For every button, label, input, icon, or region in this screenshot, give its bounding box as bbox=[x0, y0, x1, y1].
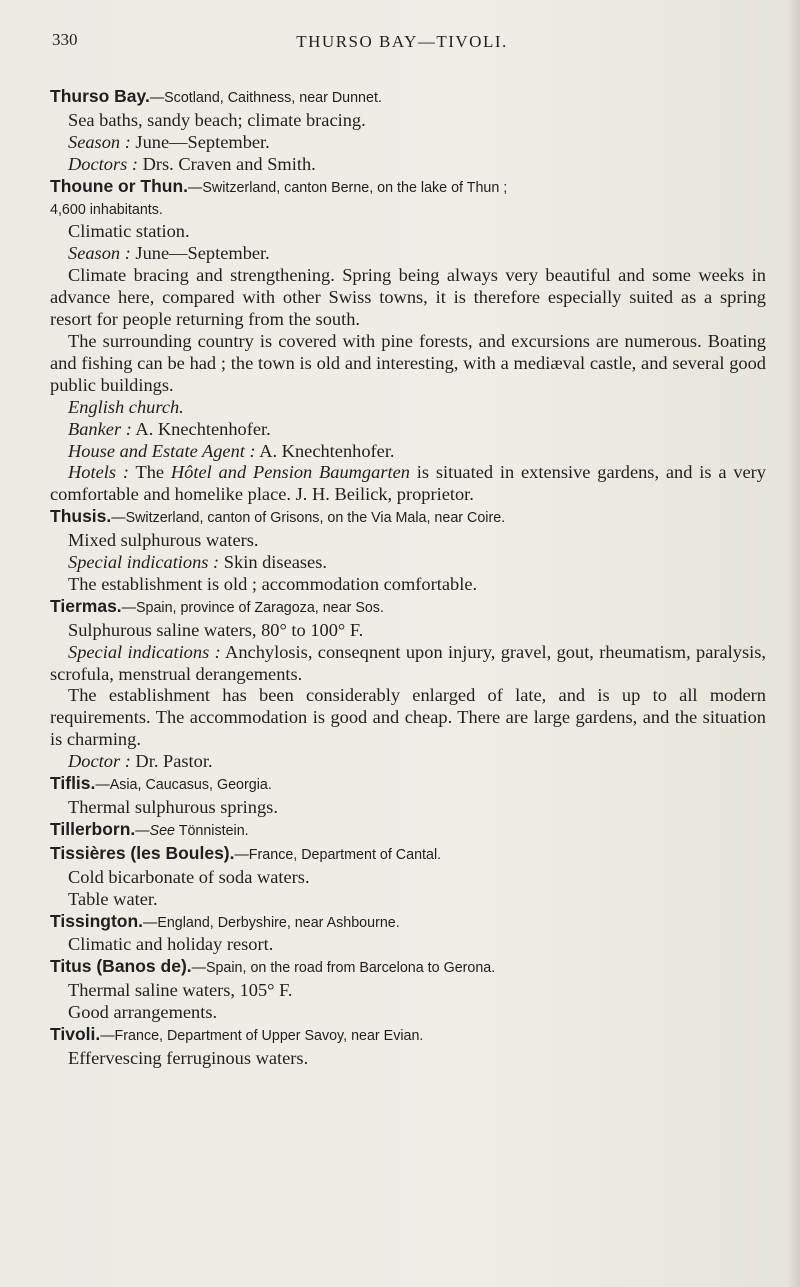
entry-paragraph-establishment: The establishment has been considerably enlarged of late, and is up to all modern requirements. The accommodation is good and cheap. There are large gardens, and the situation is charming. bbox=[50, 685, 766, 750]
entry-agent: House and Estate Agent : A. Knechtenhofer. bbox=[68, 440, 395, 461]
entry-headword: Thurso Bay. bbox=[50, 86, 150, 106]
entry-location: —France, Department of Cantal. bbox=[234, 846, 442, 863]
entry-location: Tönnistein. bbox=[175, 822, 249, 839]
entry-line: Thermal sulphurous springs. bbox=[68, 797, 278, 817]
entry-titus bbox=[50, 956, 766, 1024]
entry-headword: Tivoli. bbox=[50, 1024, 101, 1045]
page-edge-shadow bbox=[786, 0, 800, 1287]
entry-location: —Spain, province of Zaragoza, near Sos. bbox=[121, 599, 384, 616]
entry-paragraph-climate: Climate bracing and strengthening. Spring being always very beautiful and some weeks in advance here, compared with other Swiss towns, it is therefore especially suited as a spring resort for people returning from the south. bbox=[50, 265, 766, 330]
running-title: THURSO BAY—TIVOLI. bbox=[296, 32, 508, 51]
page-header bbox=[52, 30, 752, 56]
entry-location: —Switzerland, canton Berne, on the lake of Thun ; bbox=[188, 179, 508, 196]
entry-paragraph-country: The surrounding country is covered with pine forests, and excursions are numerous. Boating and fishing can be had ; the town is old and interesting, with a mediæval castle, and several good public buildings. bbox=[50, 330, 766, 395]
entry-headword: Tiermas. bbox=[50, 595, 122, 616]
page-number: 330 bbox=[52, 30, 78, 49]
entry-headword: Tissières (les Boules). bbox=[50, 842, 235, 863]
entry-tiflis bbox=[50, 773, 766, 819]
entry-season: Season : June—September. bbox=[68, 243, 270, 264]
entry-doctors: Doctors : Drs. Craven and Smith. bbox=[68, 153, 316, 174]
entry-special: Special indications : Anchylosis, conseqnent upon injury, gravel, gout, rheumatism, paralysis, scrofula, menstrual derangements. bbox=[50, 641, 767, 684]
entry-headword: Titus (Banos de). bbox=[50, 956, 192, 977]
entry-church: English church. bbox=[68, 396, 184, 417]
entry-headword: Tiflis. bbox=[50, 773, 96, 794]
entry-location: —England, Derbyshire, near Ashbourne. bbox=[143, 914, 400, 931]
entry-season: Season : June—September. bbox=[68, 131, 270, 152]
entry-headword: Thusis. bbox=[50, 506, 112, 527]
entry-line: Table water. bbox=[68, 888, 158, 909]
entry-hotels: Hotels : The Hôtel and Pension Baumgarten is situated in extensive gardens, and is a very comfortable and homelike place. J. H. Beilick, proprietor. bbox=[50, 462, 766, 505]
entry-see: —See bbox=[135, 822, 175, 839]
entry-location: —France, Department of Upper Savoy, near Evian. bbox=[100, 1028, 424, 1045]
entry-location-cont: 4,600 inhabitants. bbox=[50, 201, 163, 218]
entry-tissieres bbox=[50, 843, 766, 911]
entry-line: The establishment is old ; accommodation comfortable. bbox=[68, 573, 478, 594]
entry-tillerborn bbox=[50, 819, 766, 843]
entry-thusis bbox=[50, 506, 766, 596]
entry-special: Special indications : Skin diseases. bbox=[68, 552, 327, 573]
entry-tiermas bbox=[50, 596, 766, 773]
entry-thurso-bay bbox=[50, 86, 766, 176]
entry-line: Sulphurous saline waters, 80° to 100° F. bbox=[68, 619, 364, 640]
entry-tissington bbox=[50, 911, 766, 957]
entry-headword: Tillerborn. bbox=[50, 818, 136, 839]
entry-line: Effervescing ferruginous waters. bbox=[68, 1047, 309, 1068]
entry-thoune bbox=[50, 176, 766, 507]
entry-banker: Banker : A. Knechtenhofer. bbox=[68, 418, 271, 439]
entry-line: Cold bicarbonate of soda waters. bbox=[68, 866, 310, 887]
entry-location: —Scotland, Caithness, near Dunnet. bbox=[149, 90, 382, 106]
entry-headword: Thoune or Thun. bbox=[50, 175, 189, 196]
entry-headword: Tissington. bbox=[50, 910, 144, 931]
gazetteer-entries bbox=[50, 86, 766, 1070]
entry-line: Sea baths, sandy beach; climate bracing. bbox=[68, 109, 366, 130]
entry-tivoli bbox=[50, 1024, 766, 1070]
entry-line: Good arrangements. bbox=[68, 1002, 218, 1023]
entry-location: —Spain, on the road from Barcelona to Gerona. bbox=[191, 960, 496, 977]
entry-line: Climatic station. bbox=[68, 221, 190, 242]
entry-doctor: Doctor : Dr. Pastor. bbox=[68, 751, 213, 772]
entry-line: Mixed sulphurous waters. bbox=[68, 530, 259, 551]
entry-line: Climatic and holiday resort. bbox=[68, 934, 274, 955]
entry-location: —Asia, Caucasus, Georgia. bbox=[95, 777, 272, 794]
entry-line: Thermal saline waters, 105° F. bbox=[68, 980, 293, 1001]
entry-location: —Switzerland, canton of Grisons, on the Via Mala, near Coire. bbox=[111, 510, 506, 527]
